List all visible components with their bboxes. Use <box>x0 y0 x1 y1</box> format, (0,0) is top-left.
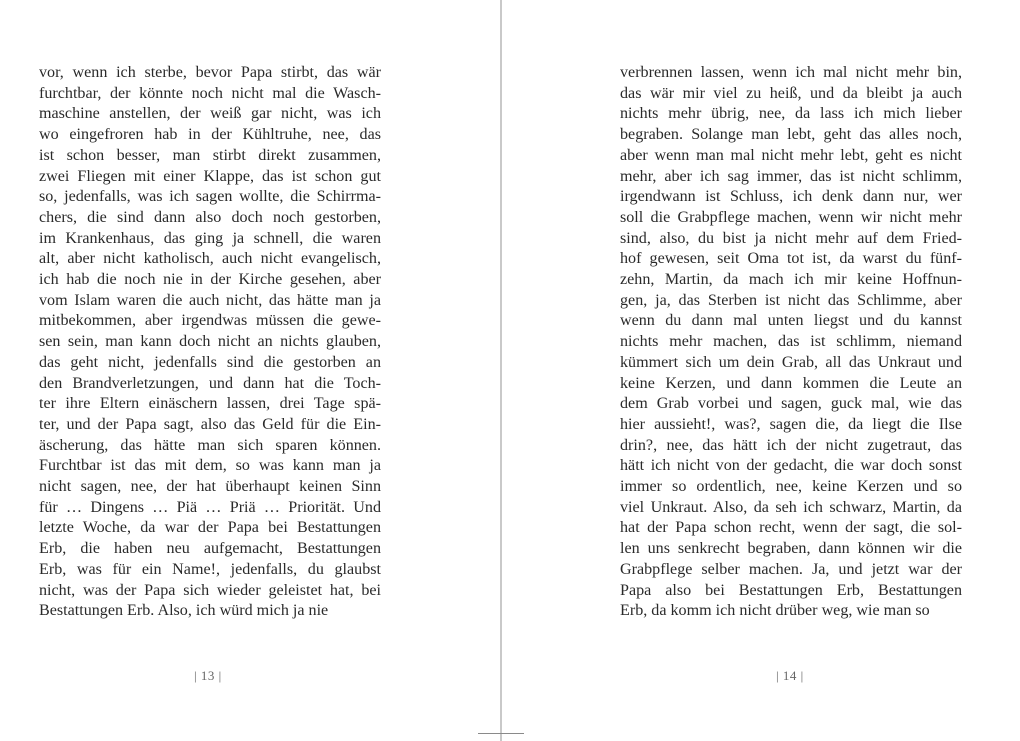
text-line: zehn, Martin, da mach ich mir keine Hoffnun- <box>620 271 962 289</box>
text-line: mehr, aber ich sag immer, das ist nicht schlimm, <box>620 167 962 185</box>
text-line: furchtbar, der könnte noch nicht mal die Wasch- <box>39 84 381 102</box>
text-line: zwei Fliegen mit einer Klappe, das ist schon gut <box>39 167 381 185</box>
text-line: hof gewesen, seit Oma tot ist, da warst du fünf- <box>620 250 962 268</box>
text-line: begraben. Solange man lebt, geht das alles noch, <box>620 126 962 144</box>
text-line: Papa also bei Bestattungen Erb, Bestattungen <box>620 581 962 599</box>
text-line: wenn du dann mal unten liegst und du kannst <box>620 312 962 330</box>
right-page <box>506 0 1006 741</box>
text-line: soll die Grabpflege machen, wenn wir nicht mehr <box>620 208 962 226</box>
text-line: Bestattungen Erb. Also, ich würd mich ja nie <box>39 602 329 620</box>
text-line: ich hab die noch nie in der Kirche gesehen, aber <box>39 271 381 289</box>
text-line: im Krankenhaus, das ging ja schnell, die waren <box>39 229 381 247</box>
text-line: immer so ordentlich, nee, keine Kerzen und so <box>620 478 962 496</box>
text-line: mitbekommen, aber irgendwas müssen die gewe- <box>39 312 381 330</box>
page-number-right: | 14 | <box>776 668 804 683</box>
text-line: äscherung, das hätte man sich sparen können. <box>39 436 381 454</box>
text-line: viel Unkraut. Also, da seh ich schwarz, Martin, da <box>620 498 962 516</box>
left-page-text <box>39 63 381 622</box>
text-line: das geht nicht, jedenfalls sind die gestorben an <box>39 353 381 371</box>
text-line: chers, die sind dann also doch noch gestorben, <box>39 208 381 226</box>
text-line: vom Islam waren die auch nicht, das hätte man ja <box>39 291 381 309</box>
text-line: den Brandverletzungen, und dann hat die Toch- <box>39 374 381 392</box>
text-line: verbrennen lassen, wenn ich mal nicht mehr bin, <box>620 64 962 81</box>
text-line: für … Dingens … Piä … Priä … Priorität. Und <box>39 498 381 516</box>
text-line: Furchtbar ist das mit dem, so was kann man ja <box>39 457 381 475</box>
text-line: hätt ich nicht von der gedacht, die war doch sonst <box>620 457 962 475</box>
text-line: sen sein, man kann doch nicht an nichts glauben, <box>39 333 381 351</box>
text-line: Erb, da komm ich nicht drüber weg, wie man so <box>620 602 930 620</box>
left-page <box>0 0 500 741</box>
text-line: Grabpflege selber machen. Ja, und jetzt war der <box>620 560 962 578</box>
text-line: wo eingefroren hab in der Kühltruhe, nee, das <box>39 126 381 144</box>
text-line: kümmert sich um dein Grab, all das Unkraut und <box>620 353 962 371</box>
text-line: das wär mir viel zu heiß, und da bleibt ja auch <box>620 84 962 102</box>
text-line: nicht sagen, nee, der hat überhaupt keinen Sinn <box>39 478 381 496</box>
text-line: vor, wenn ich sterbe, bevor Papa stirbt, das wär <box>39 64 381 81</box>
text-line: Erb, was für ein Name!, jedenfalls, du glaubst <box>39 560 381 578</box>
text-line: sind, also, du bist ja nicht mehr auf dem Fried- <box>620 229 962 247</box>
text-line: letzte Woche, da war der Papa bei Bestattungen <box>39 519 381 537</box>
gutter-divider <box>500 0 502 741</box>
text-line: gen, ja, das Sterben ist nicht das Schlimme, aber <box>620 291 962 309</box>
text-line: keine Kerzen, und dann kommen die Leute an <box>620 374 962 392</box>
text-line: len uns senkrecht begraben, dann können wir die <box>620 540 962 558</box>
page-number-left: | 13 | <box>194 668 222 683</box>
text-line: maschine anstellen, der weiß gar nicht, was ich <box>39 105 381 123</box>
text-line: nichts mehr übrig, nee, da lass ich mich lieber <box>620 105 962 123</box>
text-line: nichts mehr machen, das ist schlimm, niemand <box>620 333 962 351</box>
right-page-text <box>620 63 962 622</box>
text-line: aber wenn man mal nicht mehr lebt, geht es nicht <box>620 146 962 164</box>
text-line: ter, und der Papa sagt, also das Geld für die Ein- <box>39 415 381 433</box>
text-line: Erb, die haben neu aufgemacht, Bestattungen <box>39 540 381 558</box>
text-line: hier aussieht!, was?, sagen die, da liegt die Ilse <box>620 415 962 433</box>
text-line: drin?, nee, das hätt ich der nicht zugetraut, das <box>620 436 962 454</box>
text-line: alt, aber nicht katholisch, auch nicht evangelisch, <box>39 250 381 268</box>
text-line: ter ihre Eltern einäschern lassen, drei Tage spä- <box>39 395 381 413</box>
text-line: hat der Papa schon recht, wenn der sagt, die sol- <box>620 519 962 537</box>
text-line: irgendwann ist Schluss, ich denk dann nur, wer <box>620 188 962 206</box>
text-line: ist schon besser, man stirbt direkt zusammen, <box>39 146 381 164</box>
text-line: dem Grab vorbei und sagen, guck mal, wie das <box>620 395 962 413</box>
text-line: nicht, was der Papa sich wieder geleistet hat, bei <box>39 581 381 599</box>
text-line: so, jedenfalls, was ich sagen wollte, die Schirrma- <box>39 188 381 206</box>
